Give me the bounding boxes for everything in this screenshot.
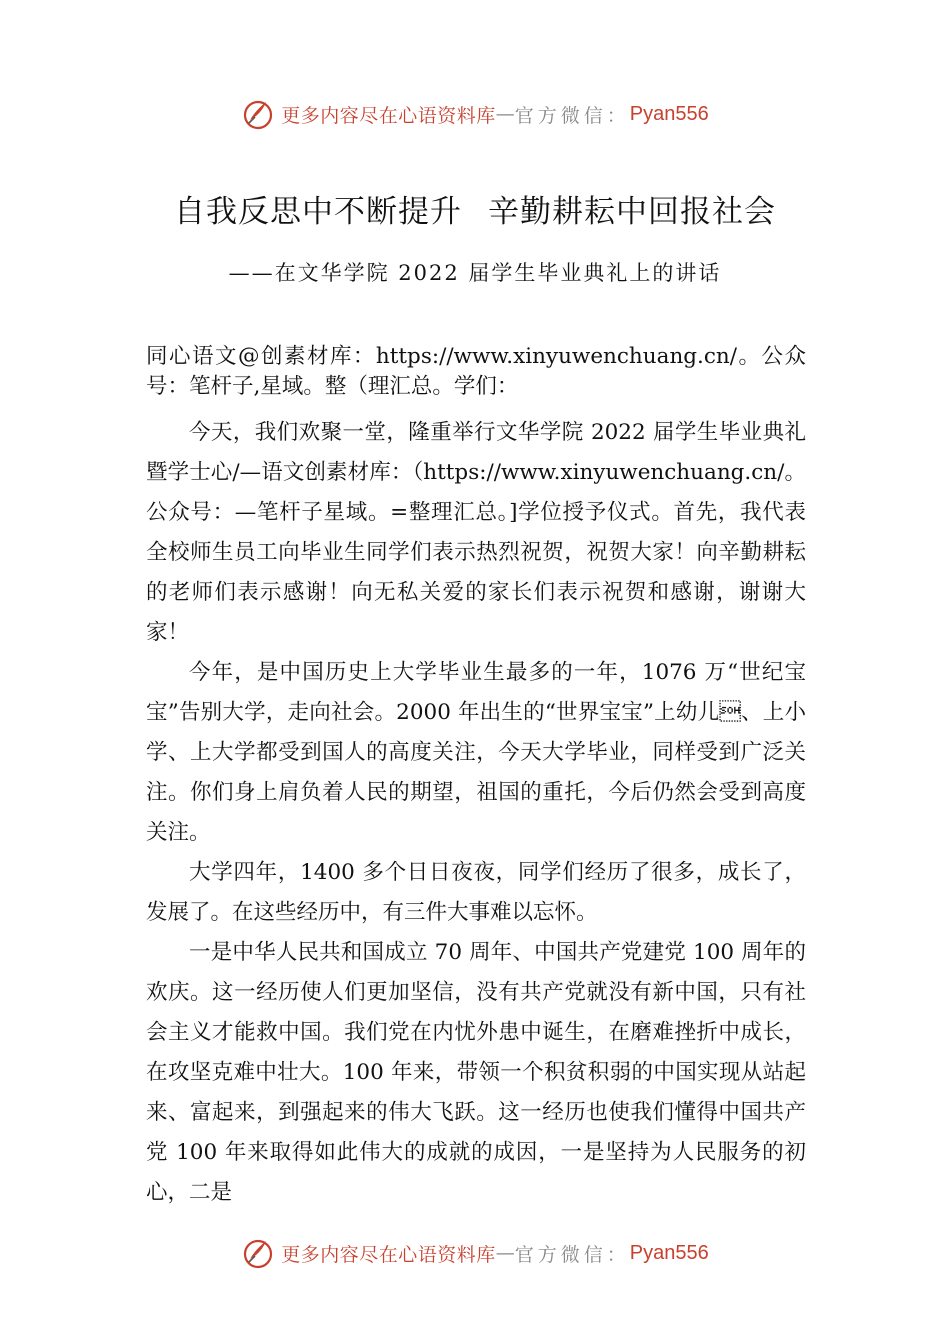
footer-banner bbox=[0, 1233, 950, 1273]
paragraph: 一是中华人民共和国成立 70 周年、中国共产党建党 100 周年的欢庆。这一经历使人们更加坚信，没有共产党就没有新中国，只有社会主义才能救中国。我们党在内忧外患中诞生，在磨难挫折中成长，在攻坚克难中壮大。100 年来，带领一个积贫积弱的中国实现从站起来、富起来，到强起来的伟大飞跃。这一经历也使我们懂得中国共产党 100 年来取得如此伟大的成就的成因，一是坚持为人民服务的初心，二是 bbox=[146, 940, 806, 1205]
title-part-2: 辛勤耕耘中回报社会 bbox=[488, 194, 776, 230]
paragraph: 同心语文@创素材库：https://www.xinyuwenchuang.cn/。公众号：笔杆子,星域。整（理汇总。学们： bbox=[146, 344, 806, 399]
banner-wechat-id: Pyan556 bbox=[629, 1241, 709, 1264]
banner-site-text: 更多内容尽在心语资料库 bbox=[281, 1243, 496, 1266]
document-subtitle: ——在文华学院 2022 届学生毕业典礼上的讲话 bbox=[228, 261, 722, 285]
document-body bbox=[146, 342, 806, 1213]
paragraph: 大学四年，1400 多个日日夜夜，同学们经历了很多，成长了，发展了。在这些经历中，有三件大事难以忘怀。 bbox=[146, 860, 806, 925]
banner-wechat-label: 官方微信： bbox=[514, 1243, 630, 1266]
banner-site-text: 更多内容尽在心语资料库 bbox=[281, 104, 496, 127]
header-banner bbox=[0, 94, 950, 134]
banner-wechat-id: Pyan556 bbox=[629, 102, 709, 125]
title-part-1: 自我反思中不断提升 bbox=[174, 194, 462, 230]
banner-wechat-label: 官方微信： bbox=[514, 104, 630, 127]
paragraph: 今天，我们欢聚一堂，隆重举行文华学院 2022 届学生毕业典礼暨学士心/—语文创素材库：（https://www.xinyuwenchuang.cn/。公众号：—笔杆子星域。=整理汇总。]学位授予仪式。首先，我代表全校师生员工向毕业生同学们表示热烈祝贺，祝贺大家！向辛勤耕耘的老师们表示感谢！向无私关爱的家长们表示祝贺和感谢，谢谢大家！ bbox=[146, 420, 806, 645]
document-title bbox=[0, 186, 950, 231]
paragraph: 今年，是中国历史上大学毕业生最多的一年，1076 万“世纪宝宝”告别大学，走向社会。2000 年出生的“世界宝宝”上幼儿、上小学、上大学都受到国人的高度关注，今天大学毕业，同样受到广泛关注。你们身上肩负着人民的期望，祖国的重托，今后仍然会受到高度关注。 bbox=[146, 660, 806, 845]
banner-dash: — bbox=[495, 1242, 515, 1264]
quill-pen-logo-icon bbox=[241, 1235, 277, 1271]
banner-dash: — bbox=[495, 103, 515, 125]
quill-pen-logo-icon bbox=[241, 96, 277, 132]
